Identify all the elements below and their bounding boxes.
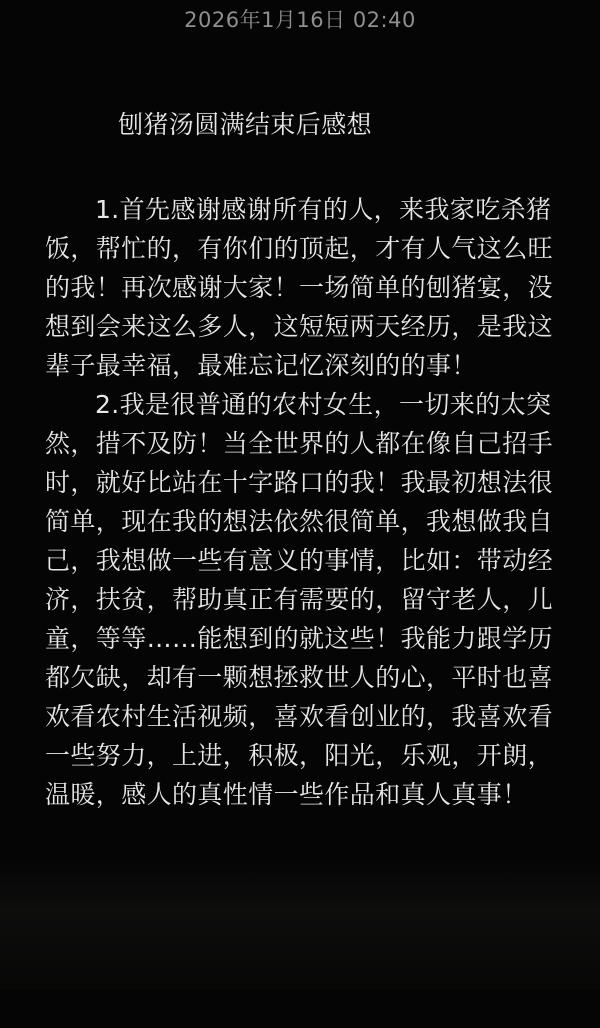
photo-timestamp: 2026年1月16日 02:40 bbox=[184, 8, 416, 32]
photo-noise-band bbox=[0, 860, 600, 990]
note-line: 己，我想做一些有意义的事情，比如：带动经 bbox=[45, 546, 554, 575]
note-line: 饭，帮忙的，有你们的顶起，才有人气这么旺 bbox=[45, 234, 554, 263]
note-title: 刨猪汤圆满结束后感想 bbox=[118, 110, 373, 139]
note-line: 的我！再次感谢大家！一场简单的刨猪宴，没 bbox=[45, 273, 554, 302]
note-line: 济，扶贫，帮助真正有需要的，留守老人，儿 bbox=[45, 585, 554, 614]
note-line: 简单，现在我的想法依然很简单，我想做我自 bbox=[45, 507, 554, 536]
note-line: 1.首先感谢感谢所有的人，来我家吃杀猪 bbox=[95, 195, 552, 224]
note-line: 2.我是很普通的农村女生，一切来的太突 bbox=[95, 390, 552, 419]
note-line: 童，等等……能想到的就这些！我能力跟学历 bbox=[45, 624, 554, 653]
note-line: 想到会来这么多人，这短短两天经历，是我这 bbox=[45, 312, 554, 341]
note-body bbox=[0, 105, 600, 814]
note-line: 然，措不及防！当全世界的人都在像自己招手 bbox=[45, 429, 554, 458]
note-line: 欢看农村生活视频，喜欢看创业的，我喜欢看 bbox=[45, 702, 554, 731]
note-line: 一些努力，上进，积极，阳光，乐观，开朗， bbox=[45, 741, 554, 770]
note-line: 温暖，感人的真性情一些作品和真人真事！ bbox=[45, 780, 528, 809]
note-line: 都欠缺，却有一颗想拯救世人的心，平时也喜 bbox=[45, 663, 554, 692]
note-line: 辈子最幸福，最难忘记忆深刻的的事！ bbox=[45, 351, 477, 380]
note-line: 时，就好比站在十字路口的我！我最初想法很 bbox=[45, 468, 554, 497]
